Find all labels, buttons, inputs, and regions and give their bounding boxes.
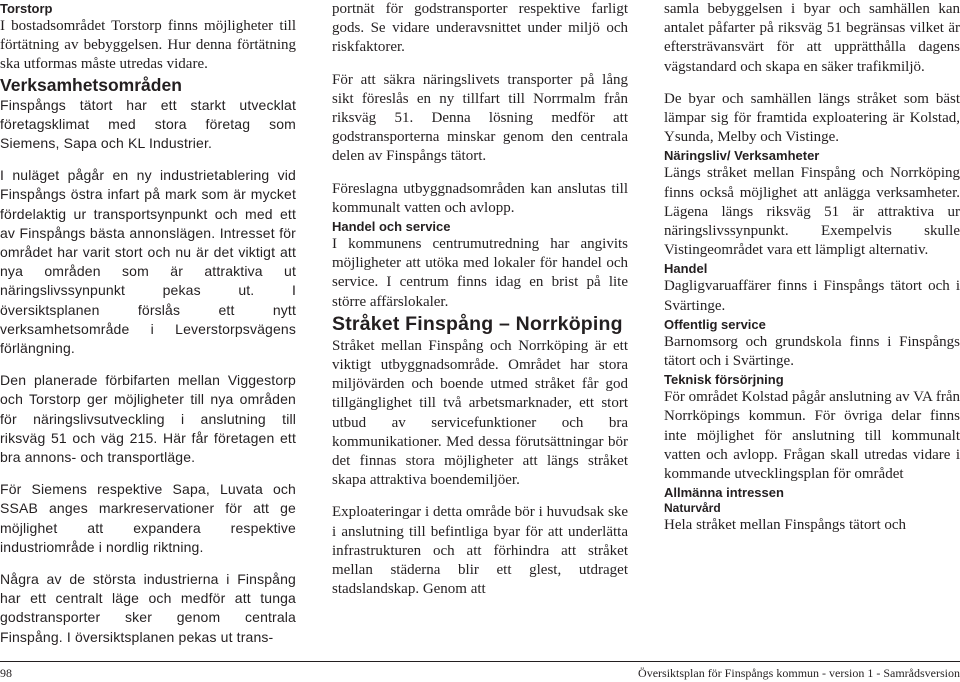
page-number: 98 (0, 666, 12, 680)
section-heading-handel-service: Handel och service (332, 219, 451, 235)
section-heading-verksamhetsomraden: Verksamhetsområden (0, 74, 182, 95)
section-heading-naringsliv: Näringsliv/ Verksamheter (664, 148, 820, 164)
paragraph-exploateringar: Exploateringar i detta område bör i huvudsak ske i anslutning till befintliga byar för att underlätta infrastrukturen och att förhindra att stråket mellan städerna blir ett glest, utdraget stadslandskap. Genom att (332, 504, 628, 598)
paragraph-handel-service: I kommunens centrumutredning har angivits möjligheter att utöka med lokaler för handel och service. I centrum finns idag en brist på lite större affärslokaler. (332, 236, 628, 310)
footer-divider (0, 661, 960, 662)
section-heading-offentlig-service: Offentlig service (664, 316, 766, 332)
paragraph-teknisk-forsorjning: För området Kolstad pågår anslutning av VA från Norrköpings kommun. För övriga delar finns inte möjlighet för anslutning till kommunalt vatten och avlopp. Frågan skall utredas vidare i kommande utvecklingsplan för området (664, 389, 960, 483)
section-heading-torstorp: Torstorp (0, 1, 53, 16)
section-heading-allmanna-intressen: Allmänna intressen (664, 485, 784, 501)
paragraph-tillfart: För att säkra näringslivets transporter på lång sikt föreslås en ny tillfart till Norrmalm från riksväg 51. Denna lösning medför att godstransporterna minskar genom den centrala delen av Finspångs tätort. (332, 71, 628, 165)
paragraph-markreservationer: För Siemens respektive Sapa, Luvata och SSAB anges markreservationer för att ge möjlighet att expandera respektive industriområde i nordlig riktning. (0, 481, 296, 555)
paragraph-forbifart: Den planerade förbifarten mellan Viggestorp och Torstorp ger möjligheter till nya områden för näringslivsutveckling i anslutning till riksväg 51 och väg 215. Här får företagen ett bra annons- och transportläge. (0, 372, 296, 466)
section-heading-straket: Stråket Finspång – Norrköping (332, 312, 623, 335)
section-heading-teknisk-forsorjning: Teknisk försörjning (664, 372, 784, 388)
text-column-right (664, 0, 960, 535)
paragraph-pafarter-cont: samla bebyggelsen i byar och samhällen kan antalet påfarter på riksväg 51 begränsas vilket är eftersträvansvärt för att upprätthålla dagens vägstandard och skapa en säker trafikmiljö. (664, 1, 960, 75)
paragraph-offentlig-service: Barnomsorg och grundskola finns i Finspångs tätort och i Svärtinge. (664, 333, 960, 370)
paragraph-byar: De byar och samhällen längs stråket som bäst lämpar sig för framtida exploatering är Kolstad, Ysunda, Melby och Vistinge. (664, 90, 960, 146)
paragraph-industrier: Några av de största industrierna i Finspång har ett centralt läge och medför att tunga godstransporter sker genom centrala Finspång. I översiktsplanen pekas ut trans- (0, 571, 296, 645)
paragraph-vatten-avlopp: Föreslagna utbyggnadsområden kan anslutas till kommunalt vatten och avlopp. (332, 180, 628, 216)
running-footer-title: Översiktsplan för Finspångs kommun - version 1 - Samrådsversion (638, 666, 960, 680)
paragraph-straket: Stråket mellan Finspång och Norrköping är ett viktigt utbyggnadsområde. Området har stora miljövärden och boende utmed stråket får god tillgänglighet till två arbetsmarknader, ett stort utbud av servicefunktioner och bra kommunikationer. Med dessa förutsättningar bör det finnas stora möjligheter att längs stråket skapa attraktiva boendemiljöer. (332, 337, 628, 489)
paragraph-naringsliv: Längs stråket mellan Finspång och Norrköping finns också möjlighet att anlägga verksamheter. Lägena längs riksväg 51 är attraktiva ur näringslivssynpunkt. Exempelvis skulle Vistingeområdet vara ett lämpligt alternativ. (664, 165, 960, 259)
paragraph-handel: Dagligvaruaffärer finns i Finspångs tätort och i Svärtinge. (664, 278, 960, 314)
section-heading-handel: Handel (664, 261, 708, 277)
paragraph-torstorp: I bostadsområdet Torstorp finns möjligheter till förtätning av bebyggelsen. Hur denna förtätning ska utformas måste utredas vidare. (0, 18, 296, 73)
text-column-middle (332, 0, 628, 599)
paragraph-industrietablering: I nuläget pågår en ny industrietablering vid Finspångs östra infart på mark som är mycket fördelaktig ur transportsynpunkt och med ett av Finspångs bästa annonslägen. Intresset för området har varit stort och nu är det viktigt att nya områden som är attraktiva ut näringslivssynpunkt pekas ut. I översiktsplanen förslås ett nytt verksamhetsområde i Leverstorpsvägens förlängning. (0, 167, 296, 357)
paragraph-foretagsklimat: Finspångs tätort har ett starkt utvecklat företagsklimat med stora företag som Siemens, Sapa och KL Industrier. (0, 96, 296, 152)
paragraph-godstransporter-cont: portnät för godstransporter respektive farligt gods. Se vidare underavsnittet under miljö och riskfaktorer. (332, 1, 628, 56)
paragraph-naturvard: Hela stråket mellan Finspångs tätort och (664, 517, 907, 534)
subheading-naturvard: Naturvård (664, 501, 721, 516)
text-column-left (0, 0, 296, 647)
